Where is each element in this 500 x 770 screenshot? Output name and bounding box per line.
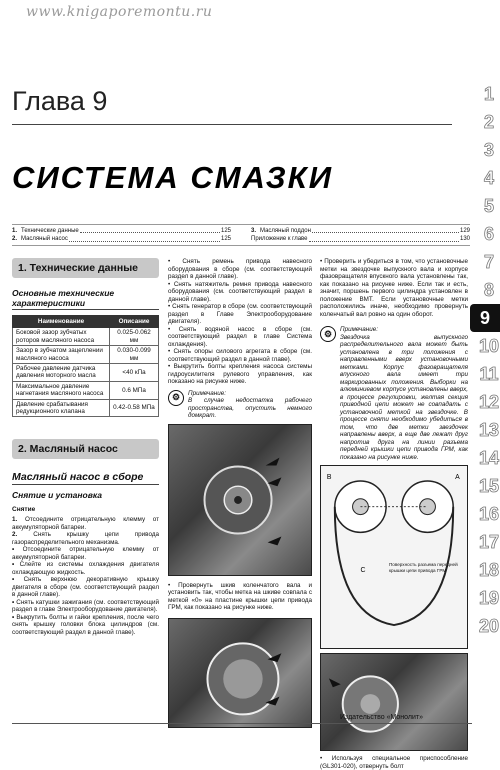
- table-header: Наименование: [13, 316, 110, 328]
- chapter-index-item[interactable]: 9: [470, 304, 500, 332]
- pulley-photo: [168, 618, 312, 728]
- sprocket-photo-drawing: [321, 654, 467, 750]
- diagram-caption: Поверхность разъема передней крышки цепи привода ГРМ: [389, 562, 458, 573]
- toc-item[interactable]: 1. Технические данные 125: [12, 228, 231, 234]
- paragraph: • Используя специальное приспособление (GL301-020), отвернуть болт: [320, 755, 468, 770]
- wrench-icon: ⚙: [168, 390, 184, 406]
- engine-photo-drawing: [169, 425, 311, 575]
- chapter-index-item[interactable]: 4: [483, 167, 494, 188]
- chapter-index-item[interactable]: 2: [483, 111, 494, 132]
- chapter-index-item[interactable]: 1: [483, 83, 494, 104]
- subsection-heading: Масляный насос в сборе: [12, 471, 144, 484]
- table-of-contents: [12, 224, 470, 246]
- chapter-index-item[interactable]: 10: [478, 335, 500, 356]
- procedure-label: Снятие: [12, 506, 36, 514]
- chapter-index-item[interactable]: 16: [478, 503, 500, 524]
- chapter-index-item[interactable]: 20: [478, 615, 500, 636]
- watermark: www.knigaporemontu.ru: [26, 4, 213, 20]
- chapter-index-item[interactable]: 18: [478, 559, 500, 580]
- chapter-index-item[interactable]: 8: [483, 279, 494, 300]
- procedure-step: • Снять генератор в сборе (см. соответствующий раздел в Главе Электрооборудование двигателя).: [168, 303, 312, 325]
- chapter-index-item[interactable]: 7: [483, 251, 494, 272]
- column-left: [12, 258, 159, 636]
- chapter-rule: [12, 124, 452, 125]
- chapter-index-item[interactable]: 12: [478, 391, 500, 412]
- chapter-heading: Глава 9: [12, 86, 108, 116]
- diagram-label-b: B: [326, 474, 332, 482]
- footer-rule: [12, 723, 472, 724]
- wrench-icon: ⚙: [320, 326, 336, 342]
- timing-diagram: [320, 465, 468, 649]
- page-title: СИСТЕМА СМАЗКИ: [12, 160, 334, 195]
- paragraph: • Проверить и убедиться в том, что установочные метки на звездочке выпускного вала и корпусе фазовращателя впускного вала установлены так, как показано на рисунке ниже. Если так и есть, значит, поршень первого цилиндра установлен в положение ВМТ. Если установочные метки расположились иначе, необходимо провернуть коленчатый вал ровно на один оборот.: [320, 258, 468, 318]
- note-label: Примечание:: [188, 389, 227, 397]
- chapter-index-item[interactable]: 19: [478, 587, 500, 608]
- procedure-step: • Снять водяной насос в сборе (см. соответствующий раздел в главе Система охлаждения).: [168, 325, 312, 348]
- procedure-step: • Выкрутить болты и гайки крепления, после чего снять крышку головки блока цилиндров (см. соответствующий раздел в данной главе).: [12, 613, 160, 636]
- chapter-index-item[interactable]: 17: [478, 531, 500, 552]
- chapter-index-item[interactable]: 11: [479, 363, 499, 384]
- section-heading: 1. Технические данные: [12, 258, 159, 278]
- procedure-step: • Снять катушки зажигания (см. соответствующий раздел в главе Электрооборудование двигателя).: [12, 598, 159, 614]
- subsection-heading: Основные технические характеристики: [12, 288, 115, 308]
- procedure-step: • Снять натяжитель ремня привода навесного оборудования (см. соответствующий раздел в данной главе).: [168, 280, 312, 303]
- note-text: Звездочка выпускного распределительного вала может быть установлена в три положения с направленными вверх установочными метками. Корпус фазовращателя впускного вала имеет три маркированных положения. Выборки на алюминиевом корпусе установлены вверх, в процессе регулировки, желтая секция приводной цепи может не совпадать с установочной меткой на звездочке. В процессе сняти необходимо убедиться в том, что две метки звездочек направлены вверх, а еще две лежат друг напротив друга на линии разъема передней крышки цепи привода ГРМ, как показано на рисунке ниже.: [340, 333, 468, 461]
- table-row: Максимальное давление нагнетания масляного насоса 0.6 МПа: [13, 381, 159, 399]
- chapter-index: [478, 80, 500, 640]
- publisher-footer: Издательство «Монолит»: [340, 714, 424, 721]
- paragraph: • Провернуть шкив коленчатого вала и установить так, чтобы метка на шкиве совпала с меткой «0» на пластине крышки цепи привода ГРМ, как показано на рисунке ниже.: [168, 581, 312, 611]
- pulley-photo-drawing: [169, 619, 311, 727]
- procedure-step: • Слейте из системы охлаждения двигателя охлаждающую жидкость.: [12, 561, 159, 576]
- diagram-label-a: A: [455, 474, 460, 482]
- procedure-step: • Снять опоры силового агрегата в сборе (см. соответствующий раздел в данной главе).: [168, 348, 312, 363]
- procedure-step: 2. Снять крышку цепи привода газораспределительного механизма.: [12, 531, 159, 546]
- chapter-index-item[interactable]: 6: [483, 223, 494, 244]
- note-label: Примечание:: [340, 326, 379, 333]
- toc-item[interactable]: Приложение к главе 130: [251, 236, 470, 243]
- table-row: Боковой зазор зубчатых роторов масляного насоса 0.025-0.062 мм: [13, 328, 159, 346]
- table-row: Зазор в зубчатом зацеплении масляного насоса 0.030-0.099 мм: [13, 346, 159, 364]
- procedure-step: • Отсоедините отрицательную клемму от аккумуляторной батареи.: [12, 546, 160, 561]
- procedure-step: • Снять ремень привода навесного оборудования в сборе (см. соответствующий раздел в данной главе).: [168, 258, 312, 280]
- timing-diagram-drawing: [321, 466, 467, 648]
- chapter-index-item[interactable]: 5: [483, 195, 494, 216]
- sprocket-photo: [320, 653, 468, 751]
- note: [320, 326, 468, 461]
- engine-photo: [168, 424, 312, 576]
- column-right: [320, 258, 468, 770]
- section-heading: 2. Масляный насос: [12, 439, 159, 459]
- table-row: Рабочее давление датчика давления моторного масла <40 кПа: [13, 364, 159, 382]
- table-row: Давление срабатывания редукционного клапана 0.42-0.58 МПа: [13, 399, 159, 417]
- diagram-label-c: C: [360, 566, 366, 574]
- toc-item[interactable]: 2. Масляный насос 125: [12, 236, 231, 243]
- procedure-step: • Снять верхнюю декоративную крышку двигателя в сборе (см. соответствующий раздел в данной главе).: [12, 576, 159, 599]
- procedure-step: 1. Отсоедините отрицательную клемму от аккумуляторной батареи.: [12, 516, 159, 531]
- procedure-step: • Выкрутить болты крепления насоса системы гидроусилителя рулевого управления, как показано на рисунке ниже.: [168, 363, 312, 385]
- note: [168, 390, 312, 420]
- toc-item[interactable]: 3. Масляный поддон 129: [251, 228, 470, 234]
- spec-table: [12, 315, 159, 417]
- chapter-index-item[interactable]: 3: [483, 139, 494, 160]
- column-middle: [168, 258, 312, 731]
- chapter-index-item[interactable]: 13: [478, 419, 500, 440]
- note-text: В случае недостатка рабочего пространства, опустить немного домкрат.: [188, 397, 312, 419]
- subsection-heading: Снятие и установка: [12, 490, 103, 501]
- table-header: Описание: [110, 316, 159, 328]
- chapter-index-item[interactable]: 14: [478, 447, 500, 468]
- chapter-index-item[interactable]: 15: [478, 475, 500, 496]
